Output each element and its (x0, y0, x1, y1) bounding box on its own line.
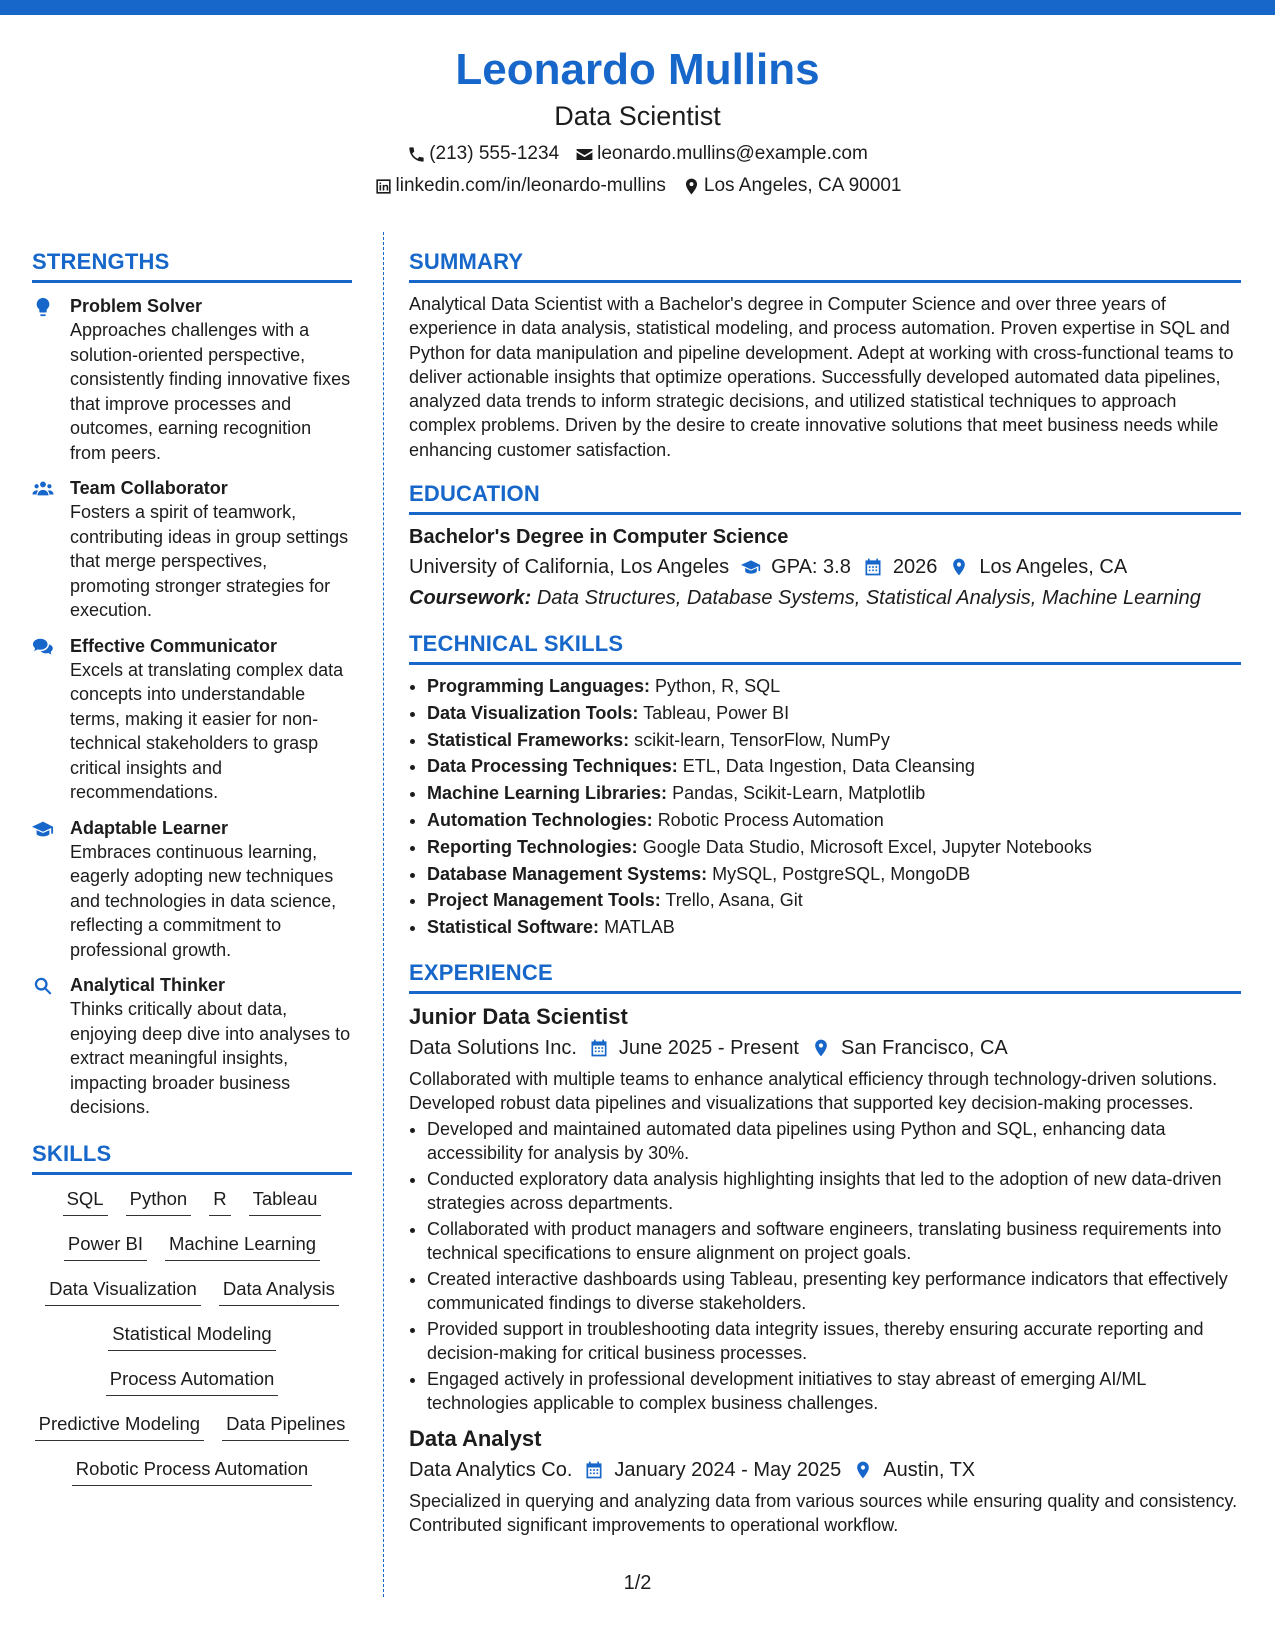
job-list (409, 1003, 1241, 1537)
skills-section (32, 1140, 352, 1502)
technical-skill-label: Statistical Frameworks: (427, 729, 630, 750)
contact-location (682, 174, 902, 198)
coursework (409, 584, 1241, 612)
summary-heading: SUMMARY (409, 248, 1241, 283)
strength-item (32, 816, 352, 963)
skill-tag: R (209, 1187, 230, 1216)
education-meta (409, 553, 1241, 581)
technical-skill-label: Data Visualization Tools: (427, 702, 639, 723)
strengths-heading: STRENGTHS (32, 248, 352, 283)
job-dates-text: January 2024 - May 2025 (614, 1458, 842, 1481)
job-dates (584, 1456, 841, 1484)
job-bullets (409, 1117, 1241, 1416)
job-bullet: • Engaged actively in professional development initiatives to stay abreast of emerging AI/ML technologies applicable to complex business challenges. (427, 1367, 1241, 1416)
technical-skill-item (427, 727, 1241, 754)
school-location-text: Los Angeles, CA (979, 556, 1128, 579)
technical-skill-value: Python, R, SQL (655, 676, 781, 697)
right-column (409, 248, 1241, 1537)
technical-skill-item (427, 887, 1241, 914)
resume-header (0, 42, 1275, 198)
skill-tag-row (32, 1367, 352, 1412)
skill-tag-row (32, 1277, 352, 1322)
skill-tag: Statistical Modeling (108, 1322, 275, 1351)
job-bullet: • Collaborated with product managers and software engineers, translating business requirements into technical specifications to ensure alignment on project goals. (427, 1217, 1241, 1266)
calendar-icon (589, 1038, 609, 1058)
job-entry (409, 1425, 1241, 1538)
skill-tag-row (32, 1232, 352, 1277)
strength-desc: Embraces continuous learning, eagerly adopting new techniques and technologies in data science, reflecting a commitment to professional growth. (70, 841, 337, 960)
map-marker-icon (949, 557, 969, 577)
skill-tag-row (32, 1322, 352, 1367)
skill-tag: SQL (63, 1187, 108, 1216)
technical-skill-item (427, 673, 1241, 700)
company-name: Data Solutions Inc. (409, 1037, 577, 1060)
strength-title: Effective Communicator (70, 635, 278, 656)
technical-skill-value: MATLAB (604, 917, 675, 938)
education-heading: EDUCATION (409, 480, 1241, 515)
map-marker-icon (811, 1038, 831, 1058)
skill-tag: Robotic Process Automation (72, 1457, 312, 1486)
job-title: Junior Data Scientist (409, 1004, 628, 1030)
candidate-role: Data Scientist (554, 101, 721, 131)
skill-tags (32, 1187, 352, 1502)
company-name: Data Analytics Co. (409, 1458, 573, 1481)
users-icon (32, 478, 54, 500)
strength-item (32, 634, 352, 805)
technical-skill-value: Tableau, Power BI (643, 702, 790, 723)
email-text: leonardo.mullins@example.com (597, 143, 868, 164)
graduation-cap-icon (32, 818, 54, 840)
technical-skill-value: Robotic Process Automation (657, 810, 884, 831)
job-dates (589, 1034, 799, 1062)
skill-tag: Predictive Modeling (35, 1412, 204, 1441)
year-text: 2026 (892, 556, 938, 579)
contact-phone[interactable] (407, 142, 559, 166)
job-description: Collaborated with multiple teams to enhance analytical efficiency through technology-driven solutions. Developed robust data pipelines and visualizations that supported key decision-making processes. (409, 1069, 1218, 1114)
phone-icon (407, 145, 426, 164)
phone-text: (213) 555-1234 (429, 143, 560, 164)
skill-tag-row (32, 1187, 352, 1232)
skill-tag-row (32, 1457, 352, 1502)
skill-tag: Data Analysis (219, 1277, 339, 1306)
technical-skill-label: Reporting Technologies: (427, 836, 638, 857)
map-marker-icon (682, 177, 701, 196)
skill-tag: Tableau (249, 1187, 322, 1216)
technical-skill-item (427, 753, 1241, 780)
technical-skills-heading: TECHNICAL SKILLS (409, 630, 1241, 665)
technical-skill-item (427, 861, 1241, 888)
technical-skill-label: Automation Technologies: (427, 810, 653, 831)
left-column (32, 248, 352, 1502)
location-text: Los Angeles, CA 90001 (703, 175, 902, 196)
job-location (811, 1034, 1008, 1062)
skills-heading: SKILLS (32, 1140, 352, 1175)
skill-tag: Python (126, 1187, 192, 1216)
lightbulb-icon (32, 296, 54, 318)
job-bullet: • Developed and maintained automated data pipelines using Python and SQL, enhancing data accessibility for analysis by 30%. (427, 1117, 1241, 1166)
strength-title: Team Collaborator (70, 478, 228, 498)
strength-title: Analytical Thinker (70, 975, 226, 995)
technical-skill-item (427, 914, 1241, 941)
coursework-text: Data Structures, Database Systems, Statistical Analysis, Machine Learning (536, 587, 1201, 610)
strength-title: Adaptable Learner (70, 817, 229, 838)
strength-item (32, 973, 352, 1120)
job-title: Data Analyst (409, 1425, 542, 1451)
gpa (741, 553, 851, 581)
technical-skill-label: Data Processing Techniques: (427, 756, 678, 777)
grad-year (863, 553, 938, 581)
candidate-name: Leonardo Mullins (455, 45, 820, 94)
calendar-icon (863, 557, 883, 577)
technical-skill-item (427, 834, 1241, 861)
linkedin-text: linkedin.com/in/leonardo-mullins (395, 175, 666, 196)
technical-skill-item (427, 700, 1241, 727)
school-location (949, 553, 1127, 581)
job-bullet: • Conducted exploratory data analysis highlighting insights that led to the adoption of new data-driven strategies across departments. (427, 1167, 1241, 1216)
technical-skill-item (427, 807, 1241, 834)
coursework-label: Coursework: (409, 587, 532, 610)
strength-desc: Thinks critically about data, enjoying deep dive into analyses to extract meaningful insights, impacting broader business decisions. (70, 999, 351, 1117)
technical-skill-value: Google Data Studio, Microsoft Excel, Jupyter Notebooks (642, 836, 1092, 857)
summary-text: Analytical Data Scientist with a Bachelor's degree in Computer Science and over three years of experience in data analysis, statistical modeling, and process automation. Proven expertise in SQL and Python for data manipulation and pipeline development. Adept at working with cross-functional teams to deliver actionable insights that optimize operations. Successfully developed automated data pipelines, analyzed data trends to inform strategic decisions, and utilized statistical techniques to approach complex problems. Driven by the desire to create innovative solutions that meet business needs while enhancing customer satisfaction. (409, 294, 1234, 460)
contact-row-1 (0, 142, 1275, 166)
strength-desc: Excels at translating complex data concepts into understandable terms, making it easier for non-technical stakeholders to grasp critical insights and recommendations. (70, 659, 344, 802)
skill-tag: Power BI (64, 1232, 147, 1261)
education-section (409, 480, 1241, 612)
job-meta (409, 1456, 1241, 1484)
job-entry (409, 1003, 1241, 1416)
calendar-icon (584, 1460, 604, 1480)
skill-tag-row (32, 1412, 352, 1457)
comments-icon (32, 636, 54, 658)
technical-skill-value: Trello, Asana, Git (665, 890, 803, 911)
technical-skill-value: MySQL, PostgreSQL, MongoDB (712, 863, 971, 884)
strength-desc: Approaches challenges with a solution-oriented perspective, consistently finding innovative fixes that improve processes and outcomes, earning recognition from peers. (70, 320, 351, 463)
school-name: University of California, Los Angeles (409, 556, 730, 579)
gpa-text: GPA: 3.8 (771, 556, 851, 579)
technical-skill-value: scikit-learn, TensorFlow, NumPy (634, 729, 890, 750)
experience-heading: EXPERIENCE (409, 959, 1241, 994)
job-description: Specialized in querying and analyzing data from various sources while ensuring quality and consistency. Contributed significant improvements to operational workflow. (409, 1490, 1238, 1535)
degree-title: Bachelor's Degree in Computer Science (409, 526, 789, 549)
job-bullet: • Created interactive dashboards using Tableau, presenting key performance indicators that effectively communicated findings to diverse stakeholders. (427, 1267, 1241, 1316)
column-divider (383, 232, 384, 1597)
contact-row-2 (0, 174, 1275, 198)
envelope-icon (575, 145, 594, 164)
technical-skill-value: ETL, Data Ingestion, Data Cleansing (682, 756, 975, 777)
technical-skill-label: Machine Learning Libraries: (427, 783, 668, 804)
contact-email[interactable] (575, 142, 868, 166)
top-accent-bar (0, 0, 1275, 15)
technical-skill-value: Pandas, Scikit-Learn, Matplotlib (672, 783, 926, 804)
job-meta (409, 1034, 1241, 1062)
contact-linkedin[interactable] (374, 174, 666, 198)
job-location-text: San Francisco, CA (841, 1037, 1008, 1060)
experience-section (409, 959, 1241, 1537)
map-marker-icon (853, 1460, 873, 1480)
strength-desc: Fosters a spirit of teamwork, contributing ideas in group settings that merge perspectives, promoting stronger strategies for execution. (70, 502, 349, 620)
graduation-cap-icon (741, 557, 761, 577)
page-number: 1/2 (623, 1572, 652, 1594)
strength-item (32, 476, 352, 623)
job-dates-text: June 2025 - Present (618, 1037, 799, 1060)
technical-skill-label: Statistical Software: (427, 917, 600, 938)
linkedin-icon (374, 177, 393, 196)
skill-tag: Process Automation (106, 1367, 279, 1396)
technical-skill-label: Database Management Systems: (427, 863, 708, 884)
technical-skills-section (409, 630, 1241, 941)
job-bullet: • Provided support in troubleshooting data integrity issues, thereby ensuring accurate reporting and decision-making for critical business processes. (427, 1317, 1241, 1366)
technical-skill-item (427, 780, 1241, 807)
strength-item (32, 294, 352, 465)
job-location-text: Austin, TX (883, 1458, 976, 1481)
skill-tag: Machine Learning (165, 1232, 320, 1261)
technical-skills-list (409, 673, 1241, 941)
skill-tag: Data Pipelines (222, 1412, 349, 1441)
skill-tag: Data Visualization (45, 1277, 201, 1306)
strength-title: Problem Solver (70, 296, 203, 316)
technical-skill-label: Programming Languages: (427, 676, 651, 697)
search-icon (32, 975, 54, 997)
job-location (853, 1456, 975, 1484)
technical-skill-label: Project Management Tools: (427, 890, 661, 911)
